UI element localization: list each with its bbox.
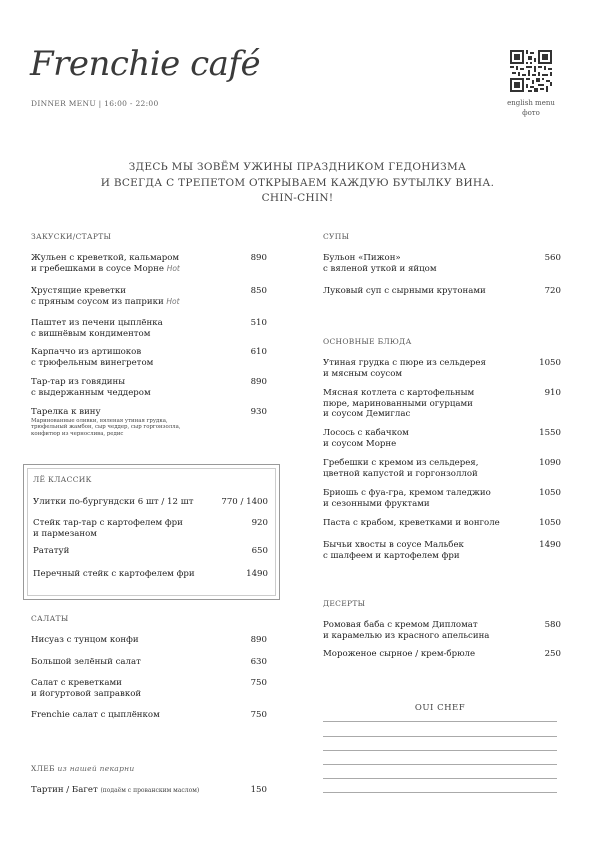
desc-line: трюфельный жамбон, сыр чеддер, сыр горгонзолла, — [31, 424, 181, 431]
menu-item — [31, 377, 267, 399]
item-line: Паштет из печени цыплёнка — [31, 318, 163, 328]
menu-item — [323, 253, 561, 275]
item-name — [31, 318, 163, 339]
item-price: 890 — [250, 253, 267, 263]
item-line: Лосось с кабачком — [323, 428, 409, 438]
item-line: Тар-тар из говядины — [31, 377, 126, 387]
menu-item — [31, 785, 267, 797]
section-title-desserts: ДЕСЕРТЫ — [323, 599, 366, 608]
section-title-classic: ЛЁ КЛАССИК — [33, 475, 92, 484]
item-price: 150 — [250, 785, 267, 795]
menu-item — [323, 620, 561, 642]
menu-item — [31, 635, 267, 647]
item-name — [323, 388, 474, 420]
menu-item — [323, 649, 561, 661]
menu-item — [323, 488, 561, 510]
item-line: и соусом Демиглас — [323, 409, 411, 419]
item-price: 1050 — [539, 488, 561, 498]
logo: Frenchie café — [30, 44, 261, 84]
item-line: Стейк тар-тар с картофелем фри — [33, 518, 183, 528]
item-price: 1050 — [539, 358, 561, 368]
writing-line — [323, 792, 557, 793]
menu-item — [31, 253, 267, 275]
item-line: Карпаччо из артишоков — [31, 347, 142, 357]
qr-caption-photo: фото — [522, 109, 540, 117]
item-line: и соусом Морне — [323, 438, 397, 449]
section-title-starters: ЗАКУСКИ/СТАРТЫ — [31, 232, 112, 241]
item-name — [323, 428, 409, 449]
qr-code[interactable] — [510, 50, 552, 92]
item-name: Улитки по-бургундски 6 шт / 12 шт — [33, 497, 194, 507]
intro-line: И ВСЕГДА С ТРЕПЕТОМ ОТКРЫВАЕМ КАЖДУЮ БУТЫЛКУ ВИНА. — [100, 176, 495, 189]
item-price: 1550 — [539, 428, 561, 438]
item-name — [323, 488, 491, 509]
item-line: пюре, маринованными огурцами — [323, 398, 473, 409]
item-name — [31, 678, 141, 699]
menu-item — [31, 318, 267, 340]
item-line: Ромовая баба с кремом Дипломат — [323, 620, 478, 630]
item-line: и йогуртовой заправкой — [31, 688, 142, 699]
item-price: 580 — [544, 620, 561, 630]
item-price: 1490 — [539, 540, 561, 550]
desc-line: Маринованные оливки, вяленая утиная грудка, — [31, 417, 168, 424]
intro-line: CHIN-CHIN! — [261, 192, 334, 204]
writing-line — [323, 764, 557, 765]
item-name — [323, 620, 489, 641]
intro-text — [0, 160, 595, 207]
item-name: Паста с крабом, креветками и вонголе — [323, 518, 500, 528]
item-line: с трюфельным винегретом — [31, 357, 154, 368]
item-name: Рататуй — [33, 546, 70, 556]
item-price: 910 — [544, 388, 561, 398]
qr-caption — [495, 98, 567, 118]
writing-line — [323, 736, 557, 737]
item-line: цветной капустой и горгонзоллой — [323, 468, 478, 479]
item-name: Луковый суп с сырными крутонами — [323, 286, 486, 296]
item-line: с шалфеем и картофелем фри — [323, 550, 460, 561]
menu-item — [323, 388, 561, 420]
menu-item — [31, 347, 267, 369]
item-line: Тартин / Багет — [31, 785, 98, 795]
menu-item — [33, 546, 268, 558]
item-price: 1090 — [539, 458, 561, 468]
desc-line: конфитюр из чернослива, редис — [31, 430, 124, 437]
item-line: Гребешки с кремом из сельдерея, — [323, 458, 479, 468]
item-name: Мороженое сырное / крем-брюле — [323, 649, 476, 659]
item-name — [323, 253, 437, 274]
dinner-hours: DINNER MENU | 16:00 - 22:00 — [31, 99, 159, 108]
writing-line — [323, 778, 557, 779]
item-price: 920 — [251, 518, 268, 528]
item-name — [31, 377, 151, 398]
item-line: с вишнёвым кондиментом — [31, 328, 151, 339]
item-price: 750 — [250, 710, 267, 720]
item-price: 560 — [544, 253, 561, 263]
menu-item — [33, 569, 268, 581]
item-line: и мясным соусом — [323, 368, 403, 379]
menu-item — [323, 518, 561, 530]
item-price: 890 — [250, 377, 267, 387]
section-title-soups: СУПЫ — [323, 232, 350, 241]
menu-item — [31, 407, 267, 441]
item-name: Нисуаз с тунцом конфи — [31, 635, 139, 645]
item-name — [31, 785, 199, 797]
hot-tag: Hot — [166, 263, 180, 273]
item-line: с выдержанным чеддером — [31, 387, 151, 398]
item-price: 650 — [251, 546, 268, 556]
item-name — [31, 253, 180, 274]
item-line: с пряным соусом из паприки — [31, 296, 164, 307]
item-line: и гребешками в соусе Морне — [31, 263, 164, 274]
menu-item — [31, 678, 267, 700]
menu-item — [31, 286, 267, 308]
menu-item — [323, 428, 561, 450]
item-price: 250 — [544, 649, 561, 659]
item-line: и сезонными фруктами — [323, 498, 430, 509]
item-line: Мясная котлета с картофельным — [323, 388, 475, 398]
item-price: 630 — [250, 657, 267, 667]
item-description — [31, 418, 181, 438]
item-price: 930 — [250, 407, 267, 417]
menu-item — [323, 540, 561, 562]
item-price: 850 — [250, 286, 267, 296]
item-price: 890 — [250, 635, 267, 645]
menu-item — [323, 358, 561, 380]
item-name — [31, 347, 153, 368]
bread-title: ХЛЕБ — [31, 764, 55, 773]
item-price: 720 — [544, 286, 561, 296]
qr-caption-english: english menu — [507, 99, 555, 107]
hot-tag: Hot — [166, 296, 180, 306]
writing-line — [323, 750, 557, 751]
item-line: Бычьи хвосты в соусе Мальбек — [323, 540, 464, 550]
item-line: Утиная грудка с пюре из сельдерея — [323, 358, 486, 368]
item-line: Тарелка к вину — [31, 407, 101, 417]
item-name — [323, 540, 464, 561]
menu-item — [31, 710, 267, 722]
oui-chef-title: OUI CHEF — [414, 703, 466, 713]
item-name: Перечный стейк с картофелем фри — [33, 569, 195, 579]
item-name — [323, 458, 478, 479]
item-line: Жульен с креветкой, кальмаром — [31, 253, 180, 263]
writing-line — [323, 721, 557, 722]
intro-line: ЗДЕСЬ МЫ ЗОВЁМ УЖИНЫ ПРАЗДНИКОМ ГЕДОНИЗМА — [128, 161, 467, 173]
item-name — [33, 518, 183, 539]
item-line: и пармезаном — [33, 528, 97, 539]
menu-item — [31, 657, 267, 669]
item-name — [323, 358, 486, 379]
section-title-mains: ОСНОВНЫЕ БЛЮДА — [323, 337, 412, 346]
menu-item — [323, 458, 561, 480]
item-price: 1050 — [539, 518, 561, 528]
item-price: 610 — [250, 347, 267, 357]
item-name — [31, 286, 180, 307]
item-price: 750 — [250, 678, 267, 688]
item-line: Салат с креветками — [31, 678, 122, 688]
item-line: с вяленой уткой и яйцом — [323, 263, 437, 274]
item-line: и карамелью из красного апельсина — [323, 630, 490, 641]
menu-item — [33, 497, 268, 509]
item-name: Большой зелёный салат — [31, 657, 141, 667]
menu-item — [323, 286, 561, 298]
item-price: 770 / 1400 — [221, 497, 268, 507]
item-name: Frenchie салат с цыплёнком — [31, 710, 160, 720]
item-line: Бульон «Пижон» — [323, 253, 401, 263]
bread-title-script: из нашей пекарни — [57, 764, 135, 773]
item-price: 510 — [250, 318, 267, 328]
section-title-bread — [31, 764, 135, 773]
item-line: Бриошь с фуа-гра, кремом таледжио — [323, 488, 491, 498]
section-title-salads: САЛАТЫ — [31, 614, 69, 623]
menu-item — [33, 518, 268, 540]
item-price: 1490 — [246, 569, 268, 579]
item-note: (подаём с прованским маслом) — [100, 787, 200, 794]
item-line: Хрустящие креветки — [31, 286, 126, 296]
item-name — [31, 407, 181, 437]
